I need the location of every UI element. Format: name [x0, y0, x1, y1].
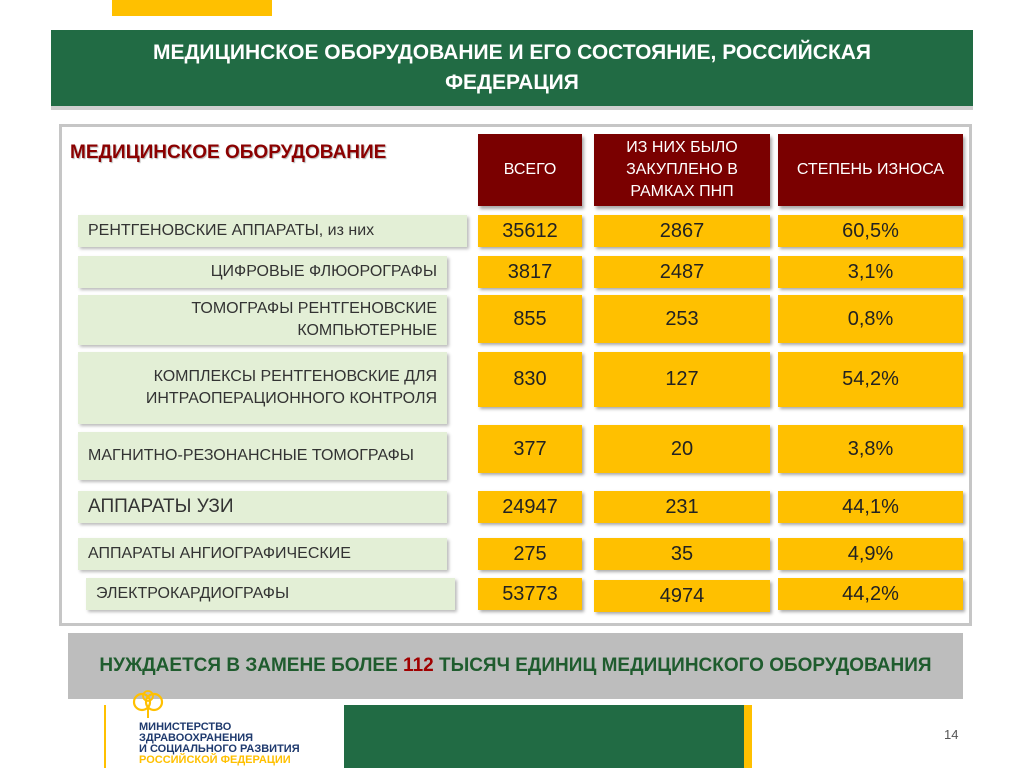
cell-wear: 4,9% — [778, 538, 963, 570]
cell-wear: 54,2% — [778, 352, 963, 407]
cell-purchased: 20 — [594, 425, 770, 473]
cell-total: 377 — [478, 425, 582, 473]
cell-purchased: 4974 — [594, 580, 770, 612]
row-label: АППАРАТЫ АНГИОГРАФИЧЕСКИЕ — [78, 538, 447, 570]
row-label: МАГНИТНО-РЕЗОНАНСНЫЕ ТОМОГРАФЫ — [78, 432, 447, 480]
cell-wear: 44,2% — [778, 578, 963, 610]
cell-total: 855 — [478, 295, 582, 343]
page-number: 14 — [944, 727, 959, 742]
cell-purchased: 2867 — [594, 215, 770, 247]
logo-line-4: РОССИЙСКОЙ ФЕДЕРАЦИИ — [139, 754, 291, 766]
header-total: ВСЕГО — [478, 134, 582, 206]
logo-line-2: ЗДРАВООХРАНЕНИЯ — [139, 732, 254, 744]
top-accent-bar — [112, 0, 272, 16]
bottom-green-block — [344, 705, 744, 768]
header-wear: СТЕПЕНЬ ИЗНОСА — [778, 134, 963, 206]
slide-title — [51, 30, 973, 110]
footer-text — [99, 653, 931, 679]
cell-total: 24947 — [478, 491, 582, 523]
ministry-emblem-icon — [132, 690, 186, 725]
cell-total: 3817 — [478, 256, 582, 288]
cell-total: 35612 — [478, 215, 582, 247]
footer-number: 112 — [403, 655, 434, 676]
cell-wear: 3,8% — [778, 425, 963, 473]
cell-purchased: 231 — [594, 491, 770, 523]
footer-text-after: ТЫСЯЧ ЕДИНИЦ МЕДИЦИНСКОГО ОБОРУДОВАНИЯ — [433, 655, 932, 676]
logo-line-3: И СОЦИАЛЬНОГО РАЗВИТИЯ — [139, 743, 300, 755]
footer-text-before: НУЖДАЕТСЯ В ЗАМЕНЕ БОЛЕЕ — [99, 655, 404, 676]
cell-wear: 0,8% — [778, 295, 963, 343]
cell-purchased: 35 — [594, 538, 770, 570]
ministry-logo-text — [139, 722, 300, 766]
section-label: МЕДИЦИНСКОЕ ОБОРУДОВАНИЕ — [70, 142, 387, 163]
footer-callout — [68, 633, 963, 699]
cell-wear: 3,1% — [778, 256, 963, 288]
row-label: КОМПЛЕКСЫ РЕНТГЕНОВСКИЕ ДЛЯ ИНТРАОПЕРАЦИОННОГО КОНТРОЛЯ — [78, 352, 447, 424]
bottom-yellow-strip — [744, 705, 752, 768]
cell-purchased: 2487 — [594, 256, 770, 288]
cell-total: 53773 — [478, 578, 582, 610]
cell-wear: 60,5% — [778, 215, 963, 247]
row-label: ЭЛЕКТРОКАРДИОГРАФЫ — [86, 578, 455, 610]
row-label: ТОМОГРАФЫ РЕНТГЕНОВСКИЕ КОМПЬЮТЕРНЫЕ — [78, 295, 447, 345]
logo-divider — [104, 705, 106, 768]
cell-wear: 44,1% — [778, 491, 963, 523]
logo-line-1: МИНИСТЕРСТВО — [139, 721, 232, 733]
slide-title-text: МЕДИЦИНСКОЕ ОБОРУДОВАНИЕ И ЕГО СОСТОЯНИЕ, РОССИЙСКАЯ ФЕДЕРАЦИЯ — [152, 41, 872, 94]
row-label: РЕНТГЕНОВСКИЕ АППАРАТЫ, из них — [78, 215, 467, 247]
cell-total: 275 — [478, 538, 582, 570]
cell-total: 830 — [478, 352, 582, 407]
row-label: АППАРАТЫ УЗИ — [78, 491, 447, 523]
cell-purchased: 127 — [594, 352, 770, 407]
row-label: ЦИФРОВЫЕ ФЛЮОРОГРАФЫ — [78, 256, 447, 288]
cell-purchased: 253 — [594, 295, 770, 343]
header-purchased: ИЗ НИХ БЫЛО ЗАКУПЛЕНО В РАМКАХ ПНП — [594, 134, 770, 206]
